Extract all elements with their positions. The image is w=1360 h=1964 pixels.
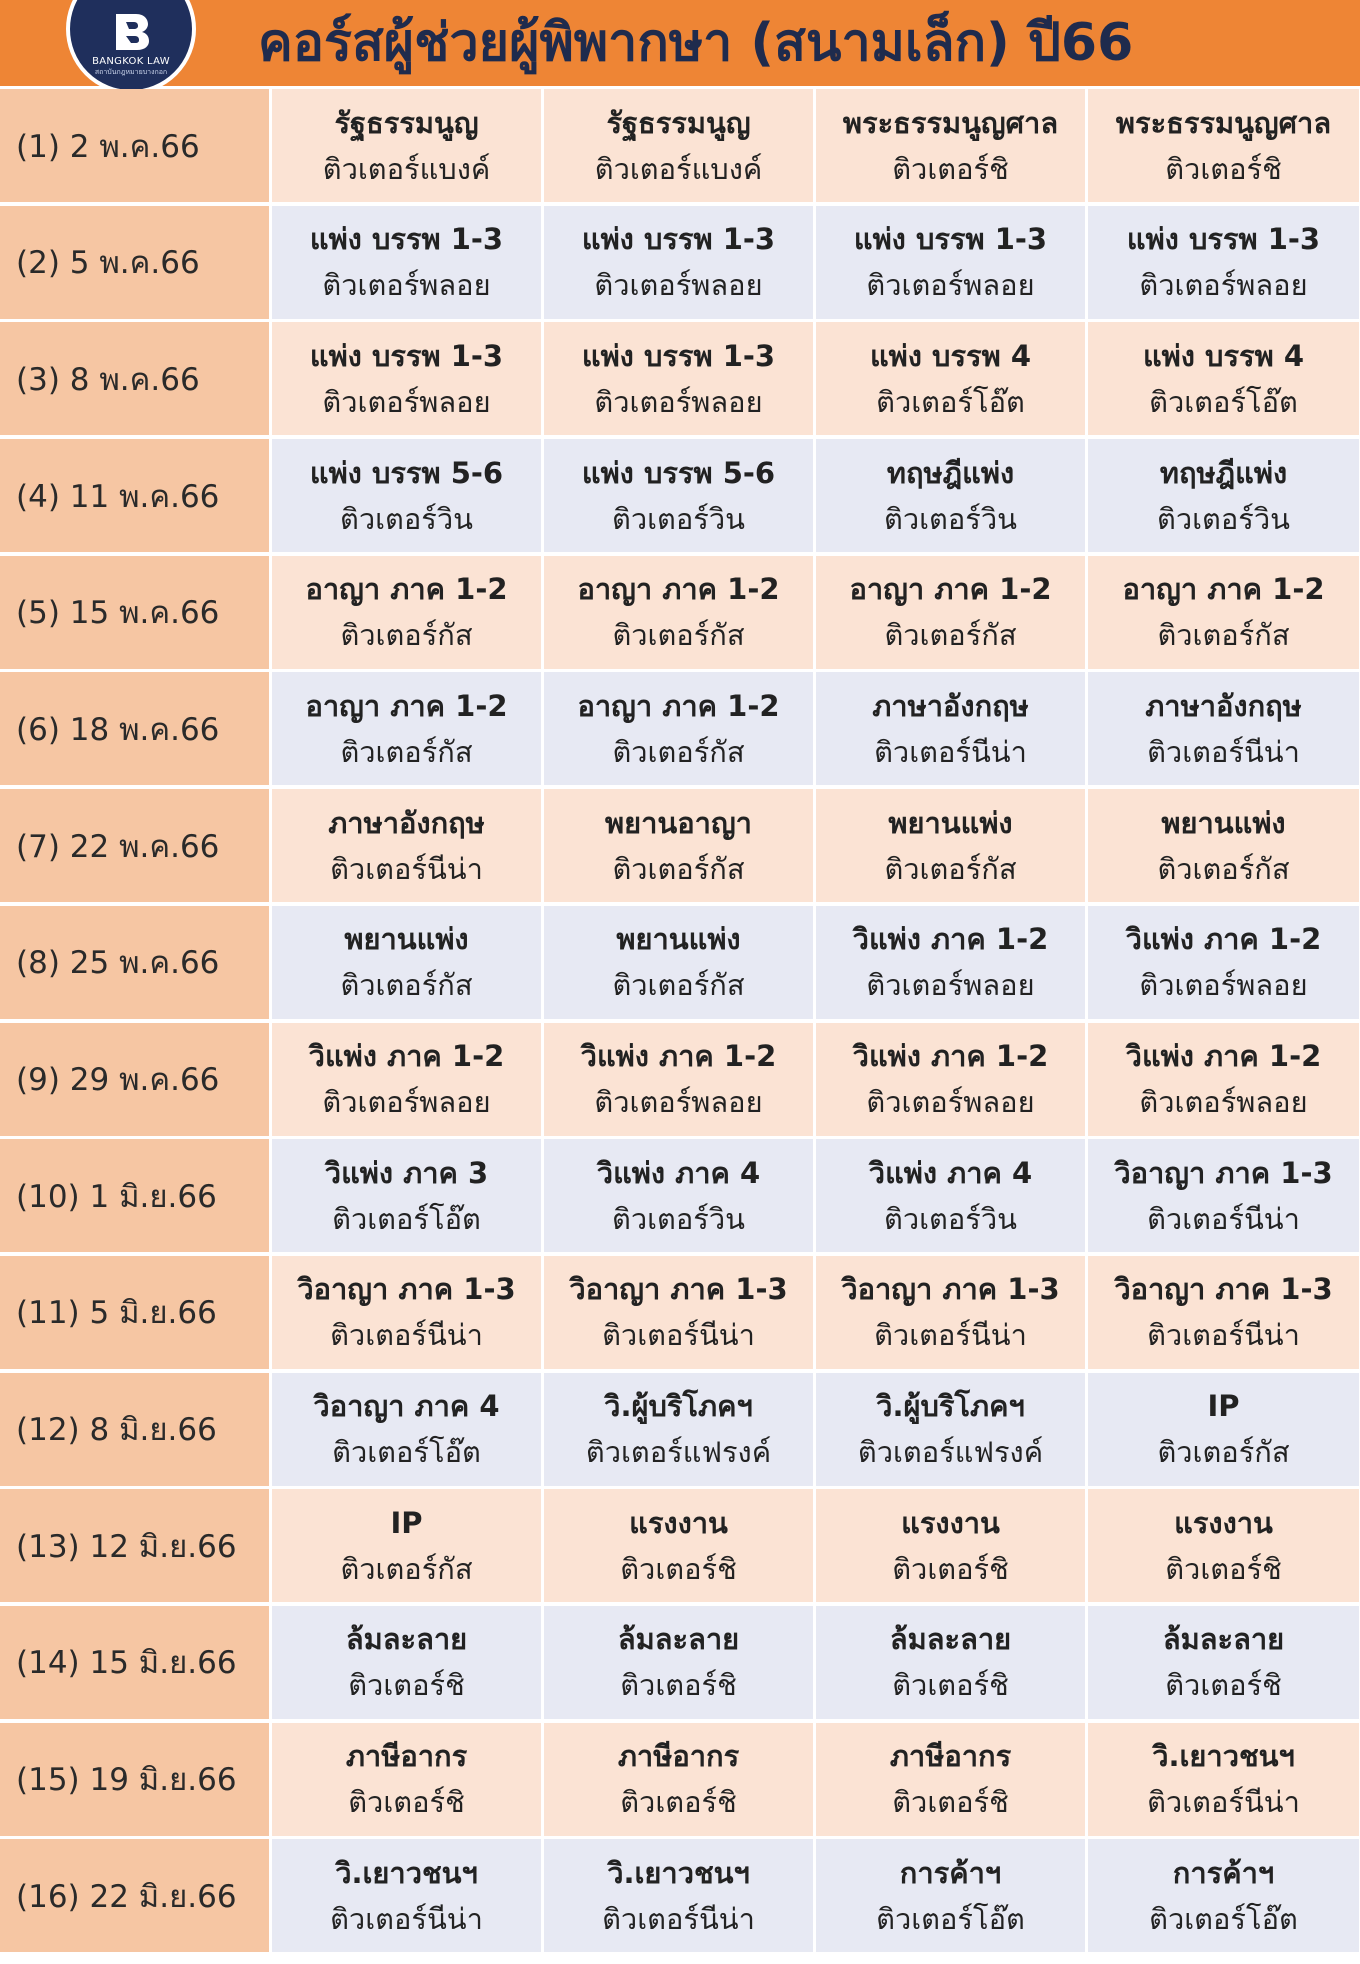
tutor-name: ติวเตอร์ชิ [892, 1785, 1009, 1820]
tutor-name: ติวเตอร์นีน่า [330, 1901, 483, 1936]
class-cell [816, 672, 1085, 785]
subject-name: แพ่ง บรรพ 5-6 [581, 455, 776, 490]
subject-name: พยานแพ่ง [344, 922, 469, 957]
schedule-row [0, 89, 1360, 202]
tutor-name: ติวเตอร์ชิ [620, 1785, 737, 1820]
class-cell [1088, 672, 1359, 785]
tutor-name: ติวเตอร์แบงค์ [594, 151, 763, 186]
class-cell [272, 1256, 541, 1369]
class-cell [816, 1373, 1085, 1486]
class-cell [272, 1606, 541, 1719]
tutor-name: ติวเตอร์ชิ [892, 1551, 1009, 1586]
tutor-name: ติวเตอร์พลอย [594, 268, 763, 303]
class-cell [272, 1723, 541, 1836]
class-cell [1088, 1139, 1359, 1252]
tutor-name: ติวเตอร์ชิ [1165, 1551, 1282, 1586]
tutor-name: ติวเตอร์พลอย [322, 384, 491, 419]
schedule-row [0, 206, 1360, 319]
class-cell [816, 1606, 1085, 1719]
class-cell [816, 1489, 1085, 1602]
session-date: (3) 8 พ.ค.66 [0, 322, 269, 435]
tutor-name: ติวเตอร์นีน่า [1147, 734, 1300, 769]
bangkok-law-b-logo-icon [112, 12, 152, 52]
class-cell [272, 1023, 541, 1136]
tutor-name: ติวเตอร์ชิ [1165, 1668, 1282, 1703]
subject-name: วิ.เยาวชนฯ [335, 1855, 478, 1890]
tutor-name: ติวเตอร์พลอย [1139, 268, 1308, 303]
subject-name: อาญา ภาค 1-2 [305, 688, 508, 723]
tutor-name: ติวเตอร์พลอย [322, 268, 491, 303]
session-date: (11) 5 มิ.ย.66 [0, 1256, 269, 1369]
subject-name: วิอาญา ภาค 1-3 [1114, 1272, 1333, 1307]
class-cell [1088, 439, 1359, 552]
class-cell [816, 1256, 1085, 1369]
subject-name: พยานอาญา [605, 805, 752, 840]
schedule-row [0, 672, 1360, 785]
schedule-row [0, 1839, 1360, 1952]
tutor-name: ติวเตอร์กัส [340, 968, 473, 1003]
session-date: (10) 1 มิ.ย.66 [0, 1139, 269, 1252]
schedule-row [0, 1256, 1360, 1369]
class-cell [544, 89, 813, 202]
tutor-name: ติวเตอร์กัส [612, 618, 745, 653]
tutor-name: ติวเตอร์ชิ [1165, 151, 1282, 186]
tutor-name: ติวเตอร์วิน [1157, 501, 1290, 536]
subject-name: วิแพ่ง ภาค 1-2 [1125, 922, 1322, 957]
subject-name: วิอาญา ภาค 1-3 [841, 1272, 1060, 1307]
tutor-name: ติวเตอร์กัส [612, 734, 745, 769]
logo-name: BANGKOK LAW [92, 56, 170, 67]
class-cell [272, 1373, 541, 1486]
class-cell [816, 206, 1085, 319]
page-title: คอร์สผู้ช่วยผู้พิพากษา (สนามเล็ก) ปี66 [258, 13, 1134, 73]
tutor-name: ติวเตอร์วิน [340, 501, 473, 536]
subject-name: ภาษาอังกฤษ [1145, 688, 1302, 723]
tutor-name: ติวเตอร์นีน่า [874, 734, 1027, 769]
subject-name: วิแพ่ง ภาค 1-2 [852, 1039, 1049, 1073]
tutor-name: ติวเตอร์นีน่า [330, 851, 483, 886]
class-cell [272, 322, 541, 435]
session-date: (4) 11 พ.ค.66 [0, 439, 269, 552]
session-date: (14) 15 มิ.ย.66 [0, 1606, 269, 1719]
tutor-name: ติวเตอร์กัส [340, 618, 473, 653]
session-date: (13) 12 มิ.ย.66 [0, 1489, 269, 1602]
subject-name: อาญา ภาค 1-2 [1122, 572, 1325, 607]
tutor-name: ติวเตอร์นีน่า [874, 1318, 1027, 1353]
session-date: (15) 19 มิ.ย.66 [0, 1723, 269, 1836]
class-cell [1088, 789, 1359, 902]
class-cell [544, 1139, 813, 1252]
class-cell [1088, 1023, 1359, 1136]
subject-name: แพ่ง บรรพ 4 [1142, 338, 1304, 373]
tutor-name: ติวเตอร์พลอย [1139, 1085, 1308, 1119]
tutor-name: ติวเตอร์กัส [1157, 851, 1290, 886]
subject-name: IP [1207, 1389, 1240, 1424]
tutor-name: ติวเตอร์นีน่า [1147, 1785, 1300, 1820]
tutor-name: ติวเตอร์กัส [1157, 1435, 1290, 1470]
class-cell [1088, 1373, 1359, 1486]
tutor-name: ติวเตอร์โอ๊ต [332, 1435, 481, 1470]
subject-name: อาญา ภาค 1-2 [849, 572, 1052, 607]
tutor-name: ติวเตอร์พลอย [322, 1085, 491, 1119]
subject-name: พระธรรมนูญศาล [1115, 105, 1332, 140]
class-cell [816, 1139, 1085, 1252]
class-cell [272, 672, 541, 785]
subject-name: อาญา ภาค 1-2 [305, 572, 508, 607]
class-cell [272, 1139, 541, 1252]
subject-name: วิแพ่ง ภาค 1-2 [580, 1039, 777, 1073]
class-cell [1088, 206, 1359, 319]
class-cell [816, 1723, 1085, 1836]
class-cell [544, 1256, 813, 1369]
subject-name: วิอาญา ภาค 1-3 [297, 1272, 516, 1307]
class-cell [816, 556, 1085, 669]
class-cell [816, 322, 1085, 435]
tutor-name: ติวเตอร์นีน่า [1147, 1201, 1300, 1236]
session-date: (9) 29 พ.ค.66 [0, 1023, 269, 1136]
tutor-name: ติวเตอร์พลอย [594, 384, 763, 419]
tutor-name: ติวเตอร์กัส [884, 618, 1017, 653]
tutor-name: ติวเตอร์กัส [340, 734, 473, 769]
session-date: (5) 15 พ.ค.66 [0, 556, 269, 669]
tutor-name: ติวเตอร์กัส [612, 851, 745, 886]
class-cell [272, 89, 541, 202]
tutor-name: ติวเตอร์แฟรงค์ [857, 1435, 1044, 1470]
tutor-name: ติวเตอร์นีน่า [602, 1901, 755, 1936]
class-cell [816, 1839, 1085, 1952]
class-cell [1088, 1489, 1359, 1602]
session-date: (6) 18 พ.ค.66 [0, 672, 269, 785]
tutor-name: ติวเตอร์นีน่า [602, 1318, 755, 1353]
tutor-name: ติวเตอร์นีน่า [330, 1318, 483, 1353]
subject-name: รัฐธรรมนูญ [334, 105, 479, 140]
tutor-name: ติวเตอร์ชิ [348, 1785, 465, 1820]
subject-name: อาญา ภาค 1-2 [577, 572, 780, 607]
tutor-name: ติวเตอร์แบงค์ [322, 151, 491, 186]
tutor-name: ติวเตอร์พลอย [1139, 968, 1308, 1003]
tutor-name: ติวเตอร์พลอย [594, 1085, 763, 1119]
subject-name: แพ่ง บรรพ 1-3 [581, 222, 776, 257]
tutor-name: ติวเตอร์โอ๊ต [876, 1901, 1025, 1936]
class-cell [816, 789, 1085, 902]
schedule-table [0, 89, 1360, 1956]
class-cell [272, 789, 541, 902]
class-cell [1088, 1606, 1359, 1719]
header-bar [0, 0, 1360, 86]
subject-name: ล้มละลาย [617, 1622, 740, 1657]
tutor-name: ติวเตอร์กัส [884, 851, 1017, 886]
schedule-row [0, 1489, 1360, 1602]
tutor-name: ติวเตอร์ชิ [892, 1668, 1009, 1703]
subject-name: แพ่ง บรรพ 1-3 [1126, 222, 1321, 257]
class-cell [816, 89, 1085, 202]
tutor-name: ติวเตอร์นีน่า [1147, 1318, 1300, 1353]
subject-name: ภาษีอากร [345, 1739, 468, 1774]
class-cell [816, 906, 1085, 1019]
class-cell [816, 439, 1085, 552]
subject-name: วิ.ผู้บริโภคฯ [604, 1389, 753, 1424]
session-date: (2) 5 พ.ค.66 [0, 206, 269, 319]
tutor-name: ติวเตอร์ชิ [892, 151, 1009, 186]
subject-name: แพ่ง บรรพ 1-3 [309, 338, 504, 373]
schedule-row [0, 1023, 1360, 1136]
subject-name: วิอาญา ภาค 1-3 [569, 1272, 788, 1307]
class-cell [544, 439, 813, 552]
class-cell [544, 1606, 813, 1719]
class-cell [272, 439, 541, 552]
tutor-name: ติวเตอร์โอ๊ต [332, 1201, 481, 1236]
subject-name: วิ.ผู้บริโภคฯ [876, 1389, 1025, 1424]
subject-name: IP [390, 1505, 423, 1540]
subject-name: แพ่ง บรรพ 5-6 [309, 455, 504, 490]
subject-name: วิอาญา ภาค 4 [313, 1389, 500, 1424]
tutor-name: ติวเตอร์วิน [612, 501, 745, 536]
class-cell [1088, 1839, 1359, 1952]
schedule-row [0, 1139, 1360, 1252]
session-date: (7) 22 พ.ค.66 [0, 789, 269, 902]
subject-name: แรงงาน [901, 1505, 1000, 1540]
subject-name: ทฤษฎีแพ่ง [1159, 455, 1288, 490]
tutor-name: ติวเตอร์ชิ [348, 1668, 465, 1703]
tutor-name: ติวเตอร์วิน [612, 1201, 745, 1236]
tutor-name: ติวเตอร์โอ๊ต [1149, 384, 1298, 419]
subject-name: พระธรรมนูญศาล [842, 105, 1059, 140]
session-date: (12) 8 มิ.ย.66 [0, 1373, 269, 1486]
logo-subtitle: สถาบันกฎหมายบางกอก [94, 68, 168, 76]
class-cell [816, 1023, 1085, 1136]
subject-name: วิอาญา ภาค 1-3 [1114, 1155, 1333, 1190]
class-cell [272, 206, 541, 319]
class-cell [1088, 1256, 1359, 1369]
class-cell [544, 206, 813, 319]
tutor-name: ติวเตอร์พลอย [866, 1085, 1035, 1119]
class-cell [544, 1489, 813, 1602]
class-cell [544, 1839, 813, 1952]
subject-name: วิแพ่ง ภาค 3 [324, 1155, 489, 1190]
subject-name: การค้าฯ [1172, 1855, 1275, 1890]
tutor-name: ติวเตอร์กัส [1157, 618, 1290, 653]
subject-name: รัฐธรรมนูญ [606, 105, 751, 140]
subject-name: วิแพ่ง ภาค 4 [868, 1155, 1033, 1190]
subject-name: ล้มละลาย [1162, 1622, 1285, 1657]
subject-name: พยานแพ่ง [888, 805, 1013, 840]
subject-name: ทฤษฎีแพ่ง [886, 455, 1015, 490]
subject-name: แรงงาน [629, 1505, 728, 1540]
class-cell [272, 556, 541, 669]
schedule-row [0, 556, 1360, 669]
schedule-row [0, 1606, 1360, 1719]
subject-name: พยานแพ่ง [616, 922, 741, 957]
tutor-name: ติวเตอร์กัส [612, 968, 745, 1003]
schedule-row [0, 1373, 1360, 1486]
class-cell [544, 1723, 813, 1836]
subject-name: อาญา ภาค 1-2 [577, 688, 780, 723]
class-cell [544, 322, 813, 435]
class-cell [544, 1023, 813, 1136]
schedule-row [0, 322, 1360, 435]
class-cell [1088, 1723, 1359, 1836]
schedule-row [0, 789, 1360, 902]
schedule-row [0, 906, 1360, 1019]
subject-name: วิแพ่ง ภาค 1-2 [308, 1039, 505, 1073]
subject-name: ภาษาอังกฤษ [872, 688, 1029, 723]
subject-name: พยานแพ่ง [1161, 805, 1286, 840]
tutor-name: ติวเตอร์วิน [884, 501, 1017, 536]
class-cell [1088, 906, 1359, 1019]
class-cell [544, 789, 813, 902]
subject-name: วิแพ่ง ภาค 4 [596, 1155, 761, 1190]
subject-name: แพ่ง บรรพ 4 [869, 338, 1031, 373]
class-cell [272, 906, 541, 1019]
session-date: (8) 25 พ.ค.66 [0, 906, 269, 1019]
class-cell [272, 1839, 541, 1952]
class-cell [544, 672, 813, 785]
subject-name: ล้มละลาย [345, 1622, 468, 1657]
schedule-row [0, 439, 1360, 552]
class-cell [1088, 322, 1359, 435]
class-cell [544, 556, 813, 669]
class-cell [1088, 556, 1359, 669]
subject-name: การค้าฯ [899, 1855, 1002, 1890]
tutor-name: ติวเตอร์กัส [340, 1551, 473, 1586]
subject-name: ล้มละลาย [889, 1622, 1012, 1657]
tutor-name: ติวเตอร์พลอย [866, 268, 1035, 303]
subject-name: แพ่ง บรรพ 1-3 [581, 338, 776, 373]
subject-name: วิแพ่ง ภาค 1-2 [852, 922, 1049, 957]
tutor-name: ติวเตอร์โอ๊ต [876, 384, 1025, 419]
subject-name: วิ.เยาวชนฯ [607, 1855, 750, 1890]
subject-name: แรงงาน [1174, 1505, 1273, 1540]
subject-name: แพ่ง บรรพ 1-3 [309, 222, 504, 257]
tutor-name: ติวเตอร์วิน [884, 1201, 1017, 1236]
tutor-name: ติวเตอร์ชิ [620, 1668, 737, 1703]
tutor-name: ติวเตอร์โอ๊ต [1149, 1901, 1298, 1936]
subject-name: วิ.เยาวชนฯ [1152, 1739, 1295, 1774]
tutor-name: ติวเตอร์พลอย [866, 968, 1035, 1003]
subject-name: ภาษาอังกฤษ [328, 805, 485, 840]
tutor-name: ติวเตอร์แฟรงค์ [585, 1435, 772, 1470]
subject-name: ภาษีอากร [889, 1739, 1012, 1774]
session-date: (1) 2 พ.ค.66 [0, 89, 269, 202]
class-cell [544, 1373, 813, 1486]
tutor-name: ติวเตอร์ชิ [620, 1551, 737, 1586]
class-cell [272, 1489, 541, 1602]
subject-name: แพ่ง บรรพ 1-3 [853, 222, 1048, 257]
class-cell [544, 906, 813, 1019]
class-cell [1088, 89, 1359, 202]
schedule-row [0, 1723, 1360, 1836]
subject-name: ภาษีอากร [617, 1739, 740, 1774]
subject-name: วิแพ่ง ภาค 1-2 [1125, 1039, 1322, 1073]
session-date: (16) 22 มิ.ย.66 [0, 1839, 269, 1952]
